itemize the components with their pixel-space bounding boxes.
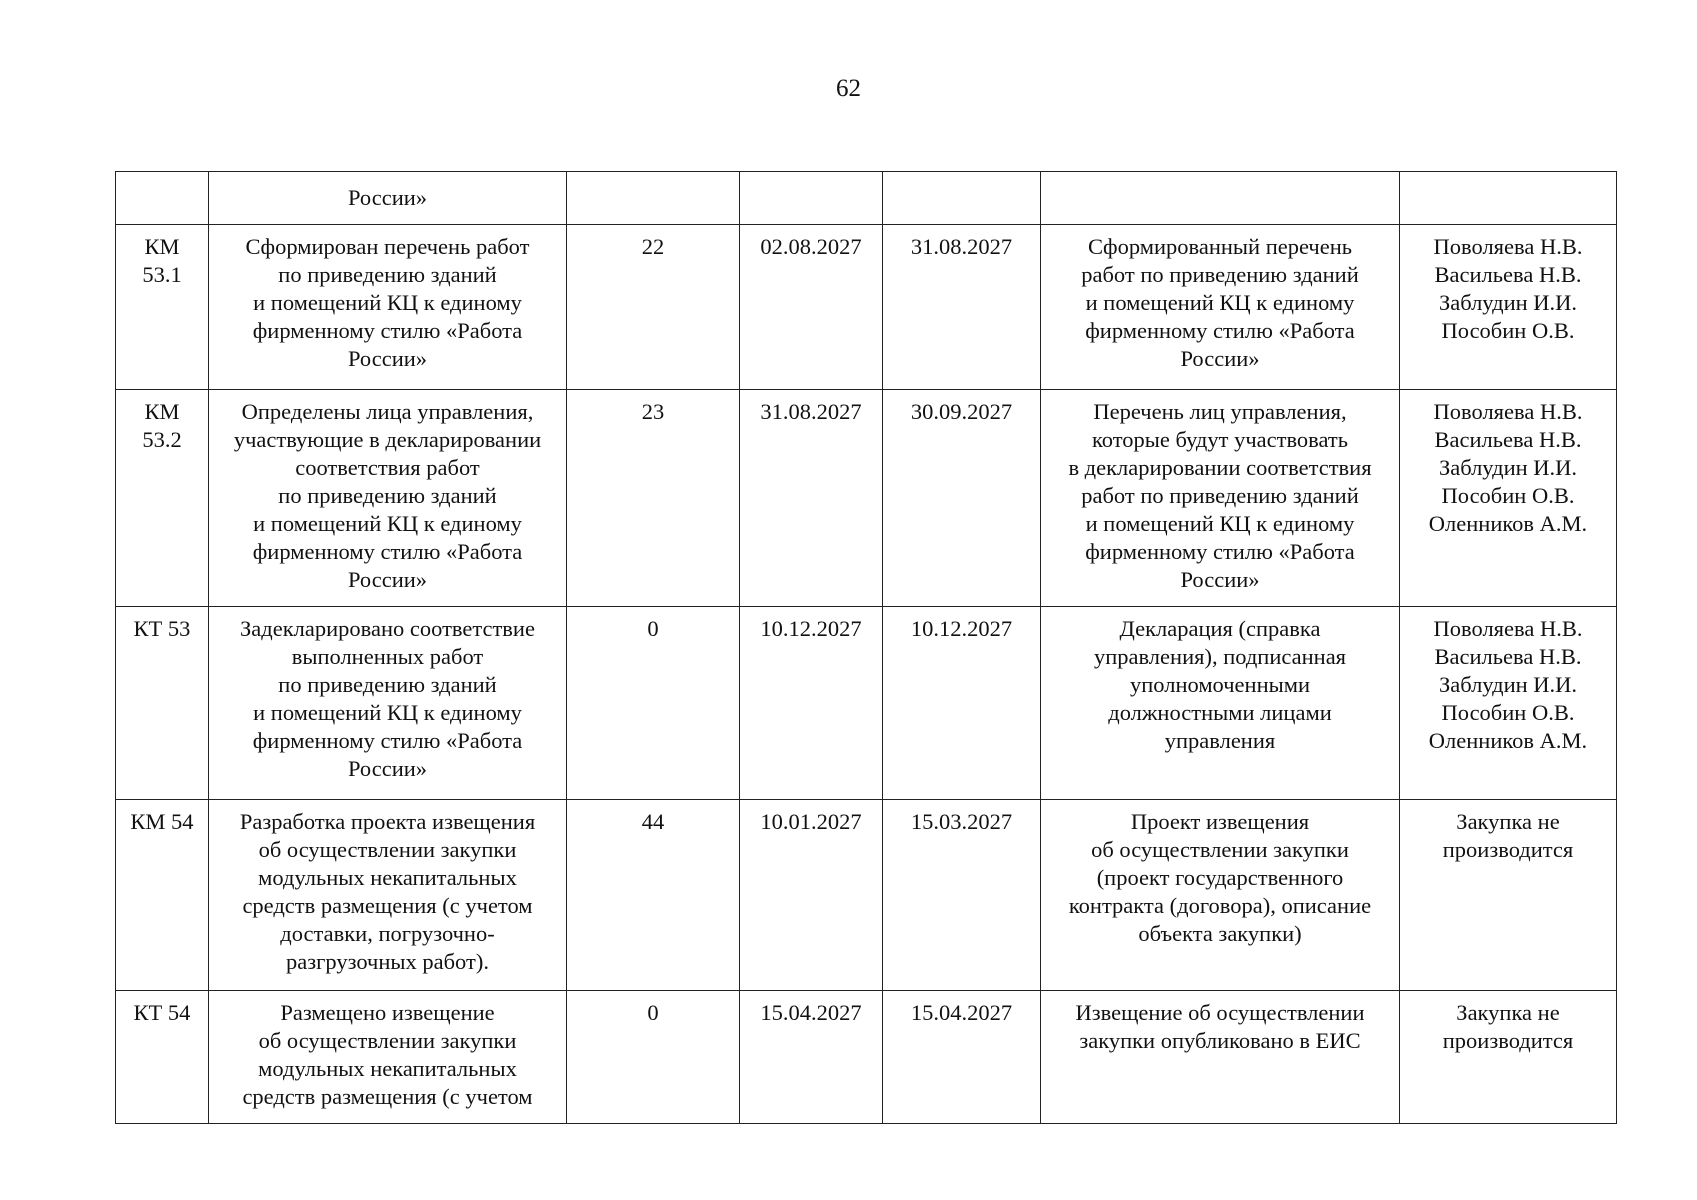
- duration-cell: 0: [567, 991, 740, 1124]
- start-date-cell: [740, 172, 883, 225]
- end-date-cell: 31.08.2027: [883, 225, 1041, 390]
- page-number: 62: [836, 75, 861, 102]
- responsible-cell: Закупка не производится: [1400, 991, 1617, 1124]
- start-date-cell: 10.12.2027: [740, 607, 883, 800]
- responsible-cell: Поволяева Н.В. Васильева Н.В. Заблудин И.И. Пособин О.В.: [1400, 225, 1617, 390]
- result-cell: Перечень лиц управления, которые будут участвовать в декларировании соответствия работ по приведению зданий и помещений КЦ к единому фирменному стилю «Работа России»: [1041, 390, 1400, 607]
- responsible-cell: Закупка не производится: [1400, 800, 1617, 991]
- table-row: [116, 607, 1617, 800]
- responsible-cell: Поволяева Н.В. Васильева Н.В. Заблудин И.И. Пособин О.В. Оленников А.М.: [1400, 607, 1617, 800]
- table-row: [116, 172, 1617, 225]
- start-date-cell: 31.08.2027: [740, 390, 883, 607]
- start-date-cell: 15.04.2027: [740, 991, 883, 1124]
- result-cell: Декларация (справка управления), подписанная уполномоченными должностными лицами управления: [1041, 607, 1400, 800]
- end-date-cell: 10.12.2027: [883, 607, 1041, 800]
- end-date-cell: [883, 172, 1041, 225]
- name-cell: Размещено извещение об осуществлении закупки модульных некапитальных средств размещения (с учетом: [209, 991, 567, 1124]
- start-date-cell: 02.08.2027: [740, 225, 883, 390]
- start-date-cell: 10.01.2027: [740, 800, 883, 991]
- code-cell: [116, 172, 209, 225]
- table-row: [116, 991, 1617, 1124]
- name-cell: России»: [209, 172, 567, 225]
- end-date-cell: 15.03.2027: [883, 800, 1041, 991]
- table-row: [116, 225, 1617, 390]
- result-cell: [1041, 172, 1400, 225]
- table-row: [116, 390, 1617, 607]
- end-date-cell: 15.04.2027: [883, 991, 1041, 1124]
- result-cell: Проект извещения об осуществлении закупки (проект государственного контракта (договора), описание объекта закупки): [1041, 800, 1400, 991]
- result-cell: Извещение об осуществлении закупки опубликовано в ЕИС: [1041, 991, 1400, 1124]
- duration-cell: 23: [567, 390, 740, 607]
- name-cell: Разработка проекта извещения об осуществлении закупки модульных некапитальных средств размещения (с учетом доставки, погрузочно- разгрузочных работ).: [209, 800, 567, 991]
- result-cell: Сформированный перечень работ по приведению зданий и помещений КЦ к единому фирменному стилю «Работа России»: [1041, 225, 1400, 390]
- responsible-cell: Поволяева Н.В. Васильева Н.В. Заблудин И.И. Пособин О.В. Оленников А.М.: [1400, 390, 1617, 607]
- duration-cell: [567, 172, 740, 225]
- responsible-cell: [1400, 172, 1617, 225]
- code-cell: КТ 54: [116, 991, 209, 1124]
- table-row: [116, 800, 1617, 991]
- duration-cell: 22: [567, 225, 740, 390]
- name-cell: Сформирован перечень работ по приведению зданий и помещений КЦ к единому фирменному стилю «Работа России»: [209, 225, 567, 390]
- duration-cell: 44: [567, 800, 740, 991]
- plan-table: [115, 171, 1617, 1124]
- name-cell: Определены лица управления, участвующие в декларировании соответствия работ по приведению зданий и помещений КЦ к единому фирменному стилю «Работа России»: [209, 390, 567, 607]
- code-cell: КМ 53.2: [116, 390, 209, 607]
- name-cell: Задекларировано соответствие выполненных работ по приведению зданий и помещений КЦ к единому фирменному стилю «Работа России»: [209, 607, 567, 800]
- code-cell: КМ 53.1: [116, 225, 209, 390]
- code-cell: КТ 53: [116, 607, 209, 800]
- end-date-cell: 30.09.2027: [883, 390, 1041, 607]
- duration-cell: 0: [567, 607, 740, 800]
- code-cell: КМ 54: [116, 800, 209, 991]
